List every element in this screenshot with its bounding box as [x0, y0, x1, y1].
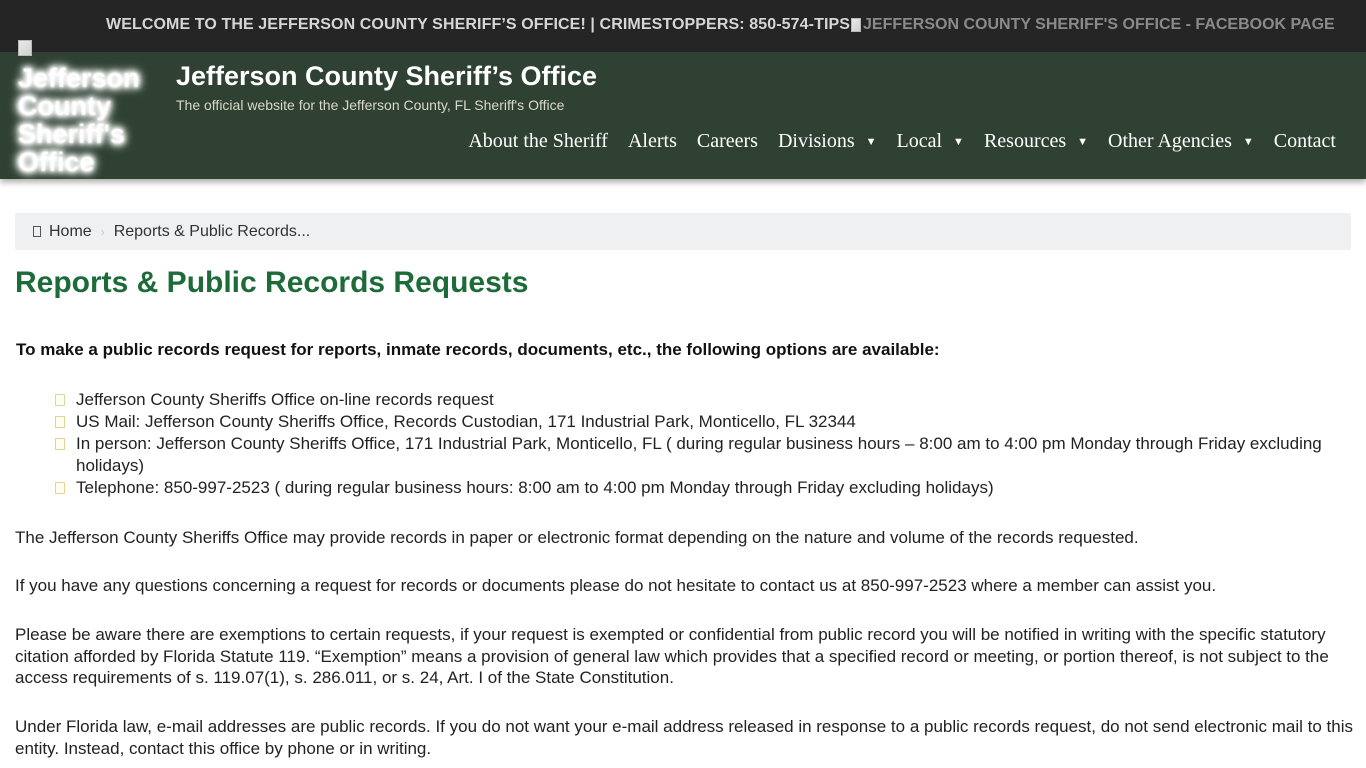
- option-text: Telephone: 850-997-2523 ( during regular business hours: 8:00 am to 4:00 pm Monday through Friday excluding holidays): [76, 478, 994, 497]
- bullet-icon: [55, 394, 65, 406]
- list-item: [55, 411, 1345, 433]
- caret-down-icon: ▼: [953, 135, 964, 148]
- option-text: In person: Jefferson County Sheriffs Office, 171 Industrial Park, Monticello, FL ( during regular business hours – 8:00 am to 4:00 pm Monday through Friday excluding holidays): [76, 434, 1322, 475]
- site-title[interactable]: Jefferson County Sheriff’s Office: [176, 61, 598, 91]
- home-icon: [33, 226, 41, 237]
- online-records-request-link[interactable]: Jefferson County Sheriffs Office on-line records request: [76, 390, 494, 409]
- nav-item-label: Divisions: [777, 130, 855, 152]
- nav-item-other-agencies[interactable]: [1108, 130, 1254, 153]
- caret-down-icon: ▼: [1242, 135, 1254, 148]
- breadcrumb-home-link[interactable]: Home: [49, 222, 92, 240]
- option-text: US Mail: Jefferson County Sheriffs Office, Records Custodian, 171 Industrial Park, Monticello, FL 32344: [76, 412, 856, 431]
- facebook-link-alt-text: JEFFERSON COUNTY SHERIFF'S OFFICE - FACEBOOK PAGE: [863, 16, 1335, 33]
- nav-item-about-the-sheriff[interactable]: [468, 130, 608, 153]
- nav-item-label: Other Agencies: [1108, 130, 1232, 152]
- nav-item-contact[interactable]: [1274, 130, 1336, 153]
- paragraph-exemptions: Please be aware there are exemptions to certain requests, if your request is exempted or confidential from public record you will be notified in writing with the specific statutory citation afforded by Florida Statute 119. “Exemption” means a provision of general law which provides that a specified record or meeting, or portion thereof, is not subject to the access requirements of s. 119.07(1), s. 286.011, or s. 24, Art. I of the State Constitution.: [15, 625, 1329, 687]
- main-nav: [468, 130, 1336, 153]
- logo-alt-text: Jefferson County Sheriff's Office: [18, 63, 140, 177]
- nav-item-local[interactable]: [897, 130, 964, 153]
- nav-item-label: Alerts: [627, 130, 677, 152]
- caret-down-icon: ▼: [1077, 135, 1089, 148]
- breadcrumb: [15, 213, 1351, 250]
- breadcrumb-separator: ›: [100, 224, 105, 239]
- nav-item-label: About the Sheriff: [468, 130, 608, 152]
- nav-item-alerts[interactable]: [628, 130, 677, 153]
- nav-item-label: Contact: [1273, 130, 1336, 152]
- broken-image-icon: [851, 18, 861, 32]
- bullet-icon: [55, 438, 65, 450]
- nav-item-label: Local: [896, 130, 943, 152]
- bullet-icon: [55, 482, 65, 494]
- caret-down-icon: ▼: [865, 135, 877, 148]
- paragraph-format: The Jefferson County Sheriffs Office may provide records in paper or electronic format depending on the nature and volume of the records requested.: [15, 528, 1139, 547]
- paragraph-questions: If you have any questions concerning a request for records or documents please do not hesitate to contact us at 850-997-2523 where a member can assist you.: [15, 576, 1217, 595]
- breadcrumb-current: Reports & Public Records...: [113, 222, 311, 240]
- site-tagline: The official website for the Jefferson County, FL Sheriff's Office: [176, 97, 565, 113]
- list-item: [55, 477, 1345, 499]
- list-item: [55, 433, 1345, 477]
- broken-image-icon: [18, 40, 32, 56]
- request-options-list: [55, 389, 1345, 499]
- nav-item-label: Resources: [983, 130, 1067, 152]
- paragraph-email-notice: Under Florida law, e-mail addresses are public records. If you do not want your e-mail address released in response to a public records request, do not send electronic mail to this entity. Instead, contact this office by phone or in writing.: [15, 717, 1354, 758]
- intro-text: To make a public records request for reports, inmate records, documents, etc., the following options are available:: [16, 340, 940, 359]
- nav-item-careers[interactable]: [697, 130, 758, 153]
- nav-item-label: Careers: [696, 130, 758, 152]
- nav-item-divisions[interactable]: [778, 130, 877, 153]
- page-title: Reports & Public Records Requests: [15, 266, 529, 299]
- top-bar: [0, 0, 1366, 52]
- welcome-banner: WELCOME TO THE JEFFERSON COUNTY SHERIFF’S OFFICE! | CRIMESTOPPERS: 850-574-TIPS: [106, 16, 851, 33]
- bullet-icon: [55, 416, 65, 428]
- site-header: [0, 52, 1366, 179]
- facebook-link[interactable]: [851, 16, 1335, 34]
- nav-item-resources[interactable]: [984, 130, 1088, 153]
- list-item: [55, 389, 1345, 411]
